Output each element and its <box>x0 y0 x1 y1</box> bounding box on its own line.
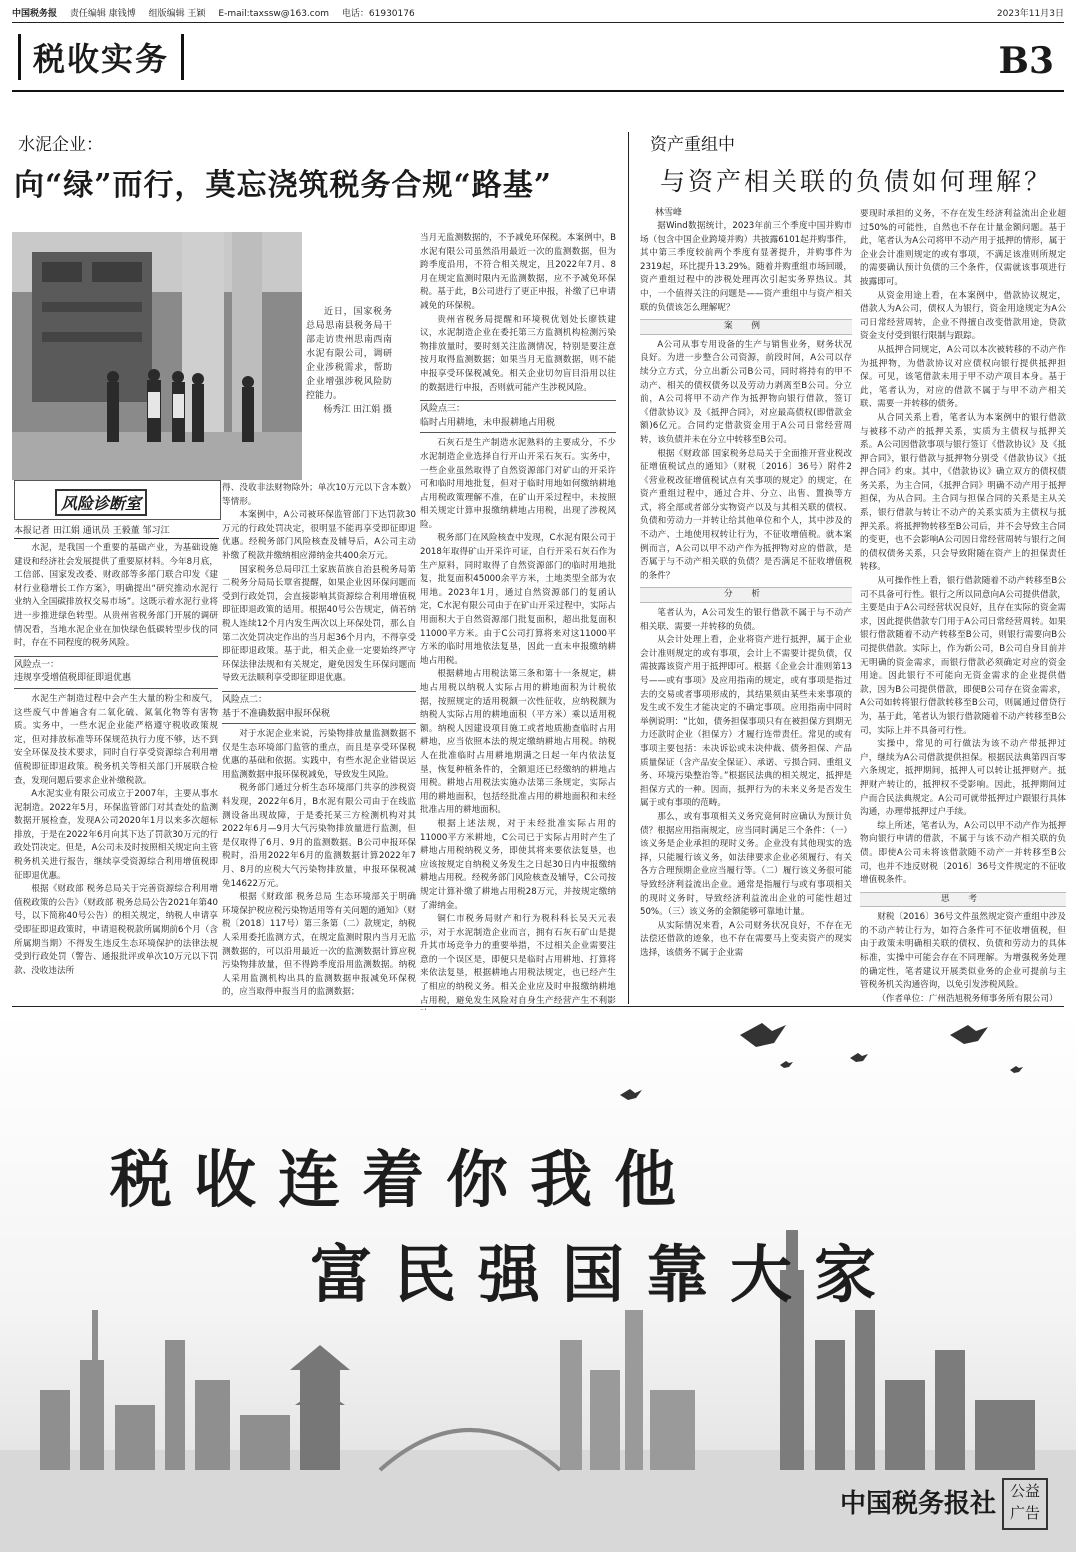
risk-heading-1: 风险点一： 违规享受增值税即征即退优惠 <box>14 656 218 689</box>
paragraph: （作者单位：广州浩旭税务师事务所有限公司） <box>877 993 1058 1004</box>
paragraph: 据Wind数据统计，2023年前三个季度中国并购市场（包含中国企业跨境并购）共披露6101起并购事件，其中第三季度较前两个季度有显著提升，并购事件为2319起，环比提升13.29%。随着并购重组市场回暖，资产重组过程中的涉税处理再次引起实务界热议。其中，一个值得关注的问题是——资产重组中与资产相关联的负债该怎么理解呢？ <box>640 221 852 313</box>
paragraph: 从实际情况来看，A公司财务状况良好，不存在无法偿还借款的迹象，也不存在需要马上变卖资产的现实选择，该债务不属于企业需 <box>640 920 852 958</box>
ad-tag: 公益广告 <box>1002 1478 1048 1530</box>
paragraph: 税务部门通过分析生态环境部门共享的涉税资料发现，2022年6月，B水泥有限公司由于在线监测设备出现故障，于是委托某三方检测机构对其2022年6月—9月大气污染物排放量进行监测，但是仅取得了6月、9月的监测数据。B公司申报环保税时，沿用2022年6月的监测数据计算2022年7月、8月的应税大气污染物排放量，申报环保税减免14622万元。 <box>222 783 416 889</box>
paragraph: 财税〔2016〕36号文件虽然规定资产重组中涉及的不动产转让行为，如符合条件可不征收增值税，但由于政策未明确相关联的债权、负债和劳动力的具体标准，实操中可能会存在不同理解。为增强税务处理的确定性，笔者建议开展类似业务的企业可提前与主管税务机关沟通咨询，以免引发涉税风险。 <box>860 912 1066 991</box>
risk-clinic-label: 风险诊断室 <box>14 480 221 520</box>
paragraph: 贵州省税务局提醒和环境税优划处长廖铁建议，水泥制造企业在委托第三方监测机构检测污染物排放量时，要时刻关注监测情况，特别是要注意按月取得监测数据；如果当月无监测数据，则不能申报享受环保税减免。相关企业切勿盲目沿用以往的数据进行申报，否则就可能产生涉税风险。 <box>420 314 616 393</box>
paragraph: 实操中，常见的可行做法为该不动产带抵押过户，继续为A公司借款提供担保。根据民法典第四百零六条规定，抵押期间，抵押人可以转让抵押财产。抵押财产转让的，抵押权不受影响。因此，抵押期间过户而合民法典规定。A公司可就带抵押过户跟银行具体沟通，办理带抵押过户手续。 <box>860 739 1066 818</box>
top-rule <box>12 22 1064 23</box>
paragraph: 从可操作性上看，银行借款随着不动产转移至B公司不具备可行性。银行之所以同意向A公司提供借款，主要是由于A公司经营状况良好，且存在实际的资金需求，因此提供借款专门用于A公司日常经营周转。如果银行借款随着不动产转移至B公司，则银行需要向B公司提供借款。实际上，作为新公司，B公司自身目前并无明确的资金需求，而银行借款必须确定对应的资金用途。因此银行不可能向无资金需求的企业提供借款，因为B公司提供借款，即便B公司存在资金需求，A公司如转将银行借款转移至B公司，则属通过借贷行为，基于此，笔者认为银行借款随着不动产转移至B公司，实际上并不具备可行性。 <box>860 576 1066 736</box>
paragraph: 根据耕地占用税法第三条和第十一条规定，耕地占用税以纳税人实际占用的耕地面积为计税依据，按照规定的适用税额一次性征收，应纳税额为纳税人实际占用的耕地面积（平方米）乘以适用税额。纳税人因建设项目施工或者地质勘查临时占用耕地，应当依照本法的规定缴纳耕地占用税。纳税人在批准临时占用耕地期满之日起一年内依法复垦，恢复种植条件的，全额退还已经缴纳的耕地占用税。耕地占用税法实施办法第三条规定，实际占用的耕地面积，包括经批准占用的耕地面积和未经批准占用的耕地面积。 <box>420 669 616 816</box>
layout-editor: 组版编辑 王颖 <box>148 9 206 19</box>
case-tag: 案 例 <box>640 319 852 335</box>
photo-caption <box>306 305 392 417</box>
right-headline: 与资产相关联的负债如何理解？ <box>660 167 1053 196</box>
left-byline: 本报记者 田江娟 通讯员 王毅董 邹习江 <box>14 526 170 536</box>
right-col-2 <box>860 208 1066 1002</box>
ad-brand: 中国税务报社 <box>839 1489 996 1519</box>
left-col-2 <box>222 482 416 1002</box>
paragraph: A水泥实业有限公司成立于2007年，主要从事水泥制造。2022年5月，环保监管部门对其查处的监测数据开展检查，发现A公司2020年1月以来多次超标排放，于是在2022年6月向其下达了罚款30万元的行政处罚决定。但是，A公司未及时按照相关规定向主管税务机关进行报告，继续享受资源综合利用增值税即征即退优惠。 <box>14 789 218 881</box>
header-rule <box>12 90 1064 92</box>
article-divider <box>628 132 629 1004</box>
paragraph: 税务部门在风险核查中发现，C水泥有限公司于2018年取得矿山开采许可证，自行开采石灰石作为生产原料，同时取得了自然资源部门的临时用地批复，批复面积45000余平方米，土地类型全部为农用地。2023年1月，通过自然资源部门的复函认定，C水泥有限公司由于在矿山开采过程中，实际占用面积大于自然资源部门批复面积，超出批复面积11000平方米。由于C公司打算将来对这11000平方米的临时用地依法复垦，因此一直未申报缴纳耕地占用税。 <box>420 533 616 666</box>
paragraph: 根据上述法规，对于未经批准实际占用的11000平方米耕地，C公司已于实际占用时产生了耕地占用税纳税义务，即使其将来要依法复垦，也应该按规定自纳税义务发生之日起30日内申报缴纳耕地占用税。经税务部门风险核查及辅导，C公司按规定计算补缴了耕地占用税28万元，并按规定缴纳了滞纳金。 <box>420 818 616 911</box>
issue-date: 2023年11月3日 <box>996 9 1064 19</box>
paragraph: 水泥，是我国一个重要的基础产业，为基础设施建设和经济社会发展提供了重要原材料。今年8月底，工信部、国家发改委、财政部等多部门联合印发《建材行业稳增长工作方案》，明确提出“研究推动水泥行业纳入全国碳排放权交易市场”。这既示着水泥行业将进一步推进绿色转型。从贵州省税务部门开展的调研情况看，当地水泥企业在加快绿色低碳转型步伐的同时，存在不同程度的税务风险。 <box>14 543 218 649</box>
paragraph: 水泥生产制造过程中会产生大量的粉尘和废气，这些废气中普遍含有二氧化硫、氮氧化物等有害物质。实务中，一些水泥企业能严格遵守税收政策规定，但对排放标准等环保规范执行力度不够，达不到安全环保及技术要求，同时自行享受资源综合利用增值税即征即退政策。税务机关等相关部门开展联合检查，发现问题后要求企业补缴税款。 <box>14 693 218 786</box>
left-kicker: 水泥企业： <box>18 135 103 155</box>
paragraph: 要现时承担的义务，不存在发生经济利益流出企业超过50%的可能性，自然也不存在计量金额问题。基于此，笔者认为A公司将甲不动产用于抵押的情形，属于企业会计准则规定的或有事项，不满足该准则所规定的需要确认预计负债的三个条件，仅需就该事项进行披露即可。 <box>860 209 1066 287</box>
paragraph: 石灰石是生产制造水泥熟料的主要成分，不少水泥制造企业选择自行开山开采石灰石。实务中，一些企业虽然取得了自然资源部门对矿山的开采许可和临时用地批复，但对于临时用地如何缴纳耕地占用税政策理解不准，在矿山开采过程中，未按照相关规定计算申报缴纳耕地占用税，出现了涉税风险。 <box>420 438 616 530</box>
paragraph: 从抵押合同规定，A公司以本次被转移的不动产作为抵押物，为借款协议对应债权向银行提供抵押担保。可见，该笔借款未用于甲不动产项目本身。基于此，笔者认为，对应的借款不属于与甲不动产相关联、需要一并转移的债务。 <box>860 344 1066 410</box>
paragraph: 国家税务总局印江土家族苗族自治县税务局第二税务分局局长覃省提醒，如果企业因环保问题而受到行政处罚，会直接影响其资源综合利用增值税即征即退政策的适用。根据40号公告规定，倘若纳税人连续12个月内发生两次以上环保处罚，那么自第二次处罚决定作出的当月起36个月内，不得享受即征即退政策。基于此，相关企业一定要始终严守环保法律法规和有关规定，避免因发生环保问题而导致无法顺利享受即征即退优惠。 <box>222 564 416 684</box>
left-col-1 <box>14 542 218 1002</box>
photo-credit: 杨秀江 田江娟 摄 <box>323 405 392 415</box>
right-kicker: 资产重组中 <box>650 135 735 155</box>
byline-rule <box>14 538 219 539</box>
paragraph: 根据《财政部 国家税务总局关于全面推开营业税改征增值税试点的通知》（财税〔2016〕36号）附件2《营业税改征增值税试点有关事项的规定》的规定，在资产重组过程中，通过合并、分立、出售、置换等方式，将全部或者部分实物资产以及与其相关联的债权、负债和劳动力一并转让给其他单位和个人，其中涉及的不动产、土地使用权转让行为，不征收增值税。就本案例而言，A公司以甲不动产作为抵押物对应的借款，是否属于与不动产相关联的负债？是否满足不征收增值税的条件？ <box>640 448 852 581</box>
email: E-mail:taxssw@163.com <box>218 9 330 19</box>
right-col-1 <box>640 220 852 1002</box>
paragraph: 得、没收非法财物除外；单次10万元以下含本数）等情形。 <box>222 483 416 507</box>
paragraph: 综上所述，笔者认为，A公司以甲不动产作为抵押物向银行申请的借款，不属于与该不动产相关联的负债。即使A公司未将该借款随不动产一并转移至B公司，也并不违反财税〔2016〕36号文件规定的不征收增值税条件。 <box>860 820 1066 886</box>
analysis-tag: 分 析 <box>640 587 852 603</box>
banner-rule <box>12 1006 1064 1007</box>
phone: 电话：61930176 <box>341 9 415 19</box>
right-byline: 林雪峰 <box>655 208 683 218</box>
factory-image <box>12 232 302 480</box>
public-service-ad <box>0 1010 1076 1552</box>
paragraph: 从会计处理上看，企业将资产进行抵押，属于企业会计准则规定的或有事项，会计上不需要计提负债，仅需披露该资产用于抵押即可。根据《企业会计准则第13号——或有事项》及应用指南的规定，或有事项是指过去的交易或者事项形成的，其结果须由某些未来事项的发生或不发生才能决定的不确定事项。应用指南中同时举例说明：“比如，债务担保事项只有在被担保方到期无力还款时企业（担保方）才履行连带责任。常见的或有事项主要包括：未决诉讼或未决仲裁、债务担保、产品质量保证（含产品安全保证）、承诺、亏损合同、重组义务、环境污染整治等。”根据民法典的相关规定，抵押是担保方式的一种。因而，抵押行为的未来义务是否发生属于或有事项的范畴。 <box>640 635 852 809</box>
risk-heading-3: 风险点三： 临时占用耕地，未申报耕地占用税 <box>420 400 616 433</box>
page-number: B3 <box>998 40 1054 82</box>
left-headline: 向“绿”而行，莫忘浇筑税务合规“路基” <box>14 168 553 203</box>
news-photo <box>12 232 302 480</box>
paper-name: 中国税务报 <box>12 9 58 19</box>
editor: 责任编辑 康钱博 <box>69 9 136 19</box>
paragraph: 铜仁市税务局财产和行为税科科长吴天元表示，对于水泥制造企业而言，拥有石灰石矿山是提升其市场竞争力的重要举措，不过相关企业需要注意的一个误区是，即便只是临时占用耕地、打算将来依法复垦，根据耕地占用税法规定，也已经产生了相应的纳税义务。相关企业应及时申报缴纳耕地占用税，避免发生风险对自身生产经营产生不利影 <box>420 914 616 1006</box>
paragraph: 那么，或有事项相关义务究竟何时应确认为预计负债？根据应用指南规定，应当同时满足三个条件：（一）该义务是企业承担的现时义务。企业没有其他现实的选择，只能履行该义务，如法律要求企业必须履行、有关各方合理预期企业应当履行等。（二）履行该义务很可能导致经济利益流出企业。通常是指履行与或有事项相关的现时义务时，导致经济利益流出企业的可能性超过50%。（三）该义务的金额能够可靠地计量。 <box>640 811 852 918</box>
section-title: 税收实务 <box>18 34 184 80</box>
caption-text: 近日，国家税务总局思南县税务局干部走访贵州思南西南水泥有限公司，调研企业涉税需求，帮助企业增强涉税风险防控能力。 <box>306 307 392 401</box>
paragraph: A公司从事专用设备的生产与销售业务，财务状况良好。为进一步整合公司资源，前段时间，A公司以存续分立方式，分立出新公司B公司，同时将持有的甲不动产、相关的债权债务以及劳动力剥离至B公司。分立前，A公司将甲不动产作为抵押物向银行借款，签订《借款协议》及《抵押合同》，对应最高债权(即借款金额)6亿元。合同约定借款资金用于A公司日常经营周转，该负债并未在分立中转移至B公司。 <box>640 339 852 445</box>
paragraph: 本案例中，A公司被环保监管部门下达罚款30万元的行政处罚决定，很明显不能再享受即征即退优惠。经税务部门风险核查及辅导后，A公司主动补缴了税款并缴纳相应滞纳金共400余万元。 <box>222 510 416 561</box>
paragraph: 对于水泥企业来说，污染物排放量监测数据不仅是生态环境部门监管的重点，而且是享受环保税优惠的基础和依据。实践中，有些水泥企业错误运用监测数据申报环保税减免，导致发生风险。 <box>222 729 416 780</box>
thoughts-tag: 思 考 <box>860 892 1066 908</box>
left-col-3 <box>420 232 616 1006</box>
paragraph: 从合同关系上看，笔者认为本案例中的银行借款与被移不动产的抵押关系，实质为主债权与抵押关系。A公司因借款事项与银行签订《借款协议》及《抵押合同》，银行借款与抵押物分别受《借款协议》《抵押合同》约束。其中，《借款协议》确立双方的债权债务关系，为主合同，《抵押合同》明确不动产用于抵押担保，为从合同。主合同与担保合同的关系是主从关系，银行借款与转让不动产的关系实质为主债权与抵押关系。将抵押物转移至B公司后，并不会导致主合同的变更，也不会影响A公司因日常经营周转与银行之间的债权债务关系，只会导致附随在资产上的担保责任转移。 <box>860 412 1066 573</box>
masthead <box>12 6 1064 20</box>
paragraph: 从资金用途上看，在本案例中，借款协议规定，借款人为A公司，债权人为银行，资金用途规定为A公司日常经营周转，企业不得擅自改变借款用途，贷款资金支付受到银行限制与跟踪。 <box>860 290 1066 342</box>
paragraph: 根据《财政部 税务总局 生态环境部关于明确环境保护税应税污染物适用等有关问题的通知》（财税〔2018〕117号）第三条第（二）款规定，纳税人采用委托监测方式，在规定监测时限内当月无监测数据的，可以沿用最近一次的监测数据计算应税污染物排放量，但不得跨季度沿用监测数据。纳税人采用监测机构出具的监测数据申报减免环保税的，应当取得申报当月的监测数据； <box>222 892 416 998</box>
paragraph: 笔者认为，A公司发生的银行借款不属于与不动产相关联、需要一并转移的负债。 <box>640 608 852 632</box>
paragraph: 当月无监测数据的，不予减免环保税。本案例中，B水泥有限公司虽然沿用最近一次的监测数据，但为跨季度沿用，不符合相关规定，且2022年7月、8月在规定监测时限内无监测数据，应不予减免环保税。基于此，B公司进行了更正申报，补缴了已申请减免的环保税。 <box>420 233 616 311</box>
paragraph: 根据《财政部 税务总局关于完善资源综合利用增值税政策的公告》（财政部 税务总局公告2021年第40号，以下简称40号公告）的相关规定，纳税人申请享受即征即退政策时，申请退税税款所属期前6个月（含所属期当期）不得发生违反生态环境保护的法律法规受到行政处罚（警告、通报批评或单次10万元以下罚款、没收违法所 <box>14 884 218 976</box>
risk-heading-2: 风险点二： 基于不准确数据申报环保税 <box>222 691 416 724</box>
slogan-line-2: 富民强国靠大家 <box>310 1238 899 1311</box>
birds-icon <box>620 1023 1023 1100</box>
slogan-line-1: 税收连着你我他 <box>110 1143 699 1216</box>
